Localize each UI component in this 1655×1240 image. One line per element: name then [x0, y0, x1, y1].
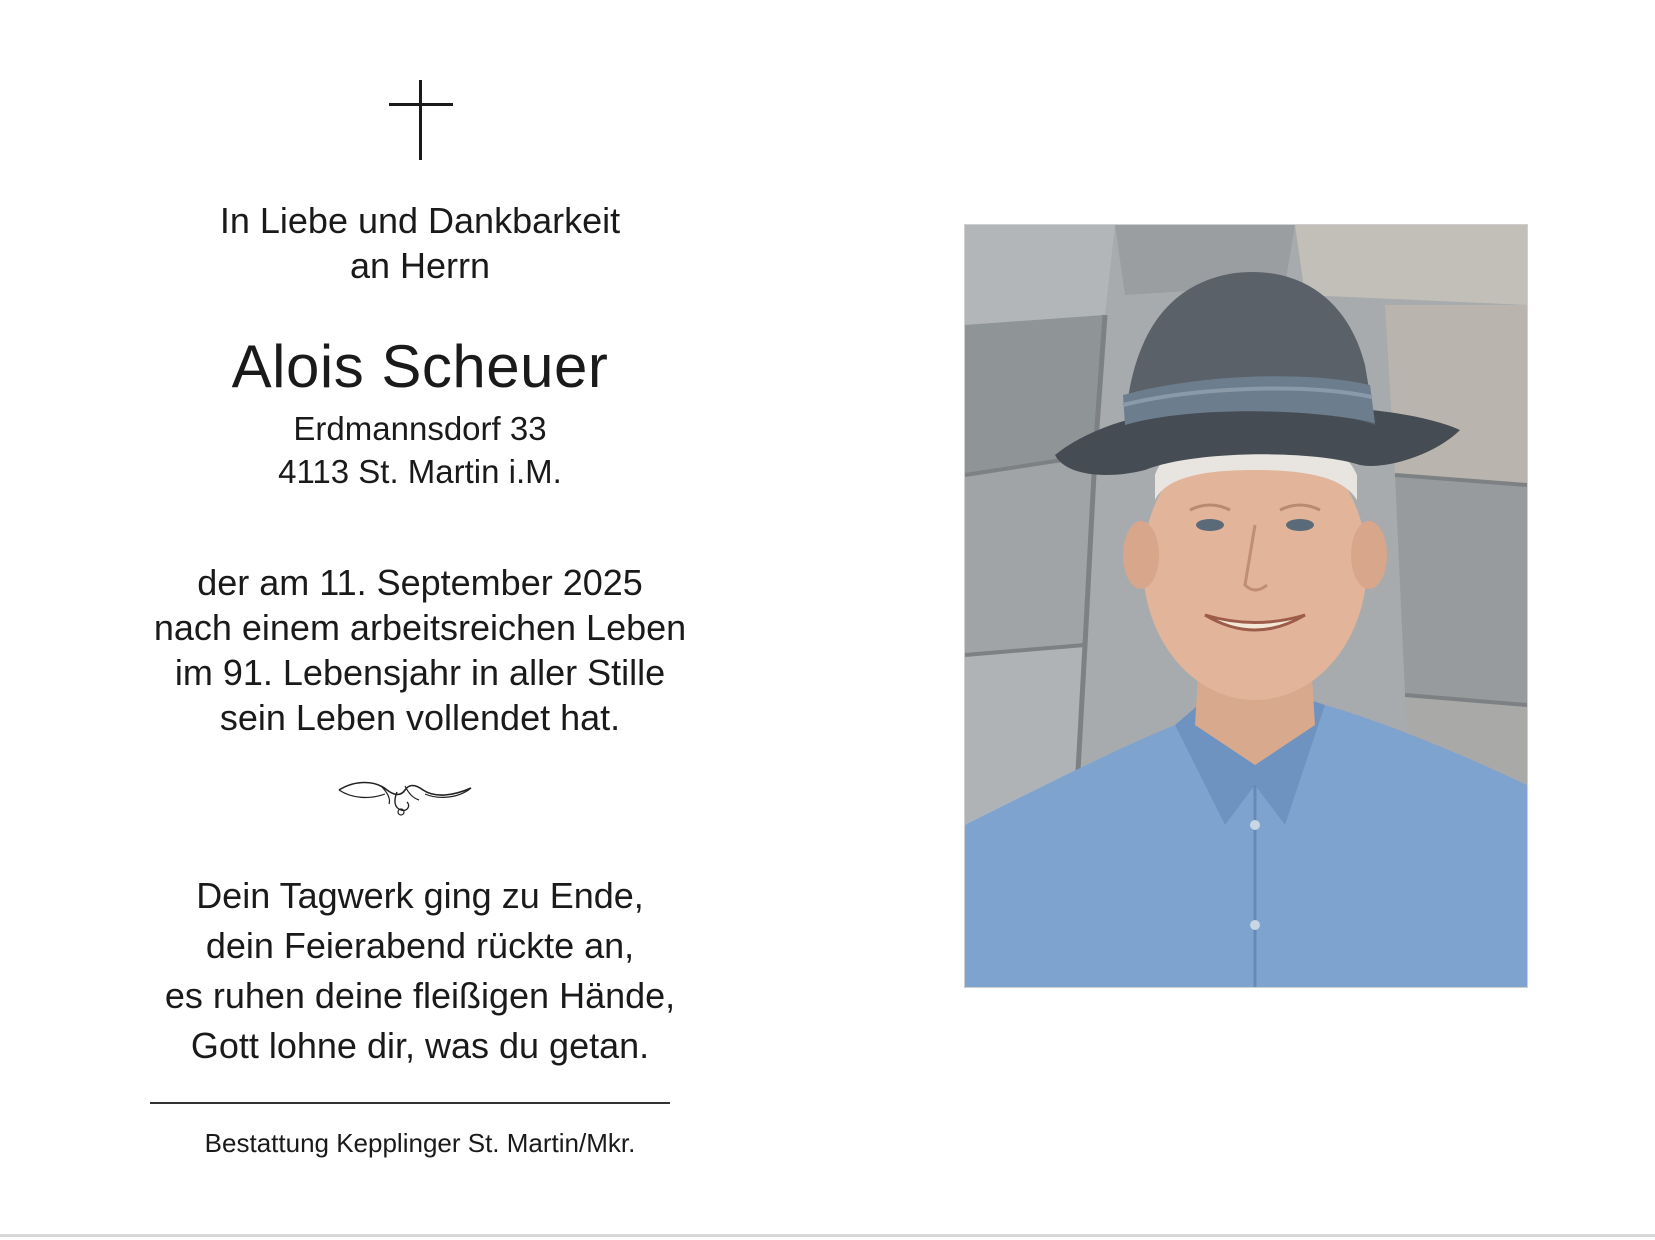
card-bottom-edge [0, 1234, 1655, 1237]
text-line-4: sein Leben vollendet hat. [219, 697, 621, 738]
text-line-1: der am 11. September 2025 [197, 562, 643, 603]
address-line-2: 4113 St. Martin i.M. [278, 453, 562, 490]
intro-line-2: an Herrn [349, 245, 491, 286]
poem-line-2: dein Feierabend rückte an, [205, 925, 635, 966]
text-column [100, 0, 740, 1240]
funeral-home-credit: Bestattung Kepplinger St. Martin/Mkr. [204, 1128, 636, 1158]
portrait-photo [964, 224, 1528, 988]
footer-divider [150, 1102, 670, 1104]
cross-icon [389, 80, 453, 160]
flourish-ornament-icon [335, 778, 475, 818]
deceased-name: Alois Scheuer [231, 333, 609, 400]
text-line-3: im 91. Lebensjahr in aller Stille [174, 652, 666, 693]
poem-line-3: es ruhen deine fleißigen Hände, [164, 975, 676, 1016]
address-line-1: Erdmannsdorf 33 [293, 410, 547, 447]
poem-line-1: Dein Tagwerk ging zu Ende, [196, 875, 644, 916]
poem-line-4: Gott lohne dir, was du getan. [190, 1025, 650, 1066]
text-line-2: nach einem arbeitsreichen Leben [153, 607, 687, 648]
intro-line-1: In Liebe und Dankbarkeit [219, 200, 621, 241]
